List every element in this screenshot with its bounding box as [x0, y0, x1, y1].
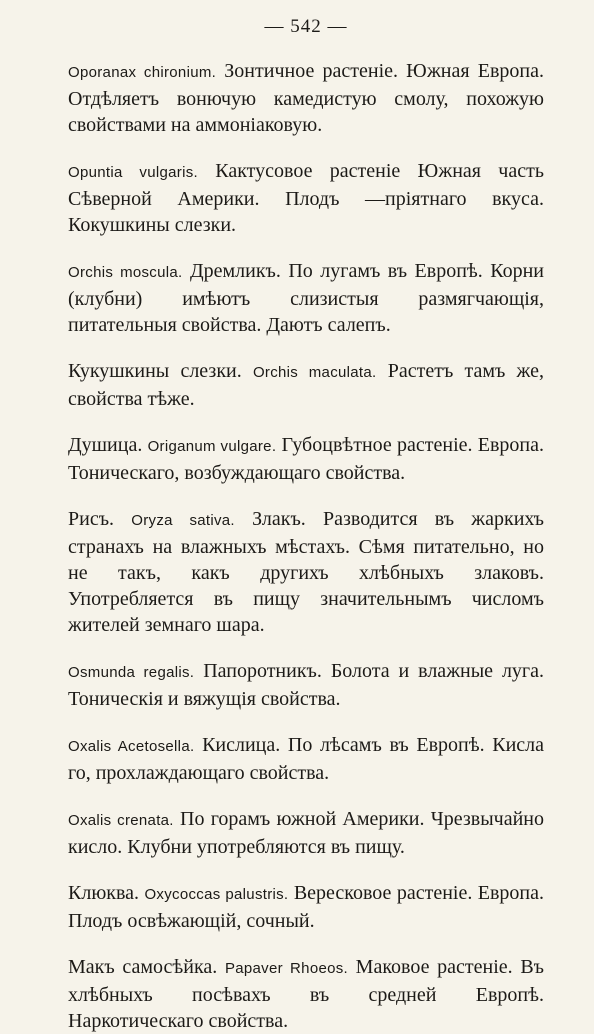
entry-text: Папоротникъ. Болота и влажные луга. Тоническія и вяжущія свойства. [68, 660, 545, 710]
latin-name: Oxalis crenata. [68, 812, 174, 829]
latin-name: Orchis moscula. [68, 264, 183, 281]
entry-text: Кактусовое растеніе Южная часть Сѣверной Америки. Плодъ —пріятнаго вкуса. Кокушкины слезки. [68, 160, 544, 236]
entry-origanum [68, 432, 544, 486]
latin-name: Opuntia vulgaris. [68, 164, 198, 181]
entry-opuntia [68, 158, 544, 238]
entry-text: По горамъ южной Америки. Чрезвычайно кисло. Клубни употребляются въ пищу. [68, 808, 544, 858]
entry-oxalis-acetosella [68, 732, 544, 786]
common-name: Душица. [68, 434, 148, 456]
entry-text: Злакъ. Разводится въ жаркихъ странахъ на влажныхъ мѣстахъ. Сѣмя питательно, но не такъ, какъ другихъ хлѣбныхъ злаковъ. Употребляется въ пищу значительнымъ числомъ жителей земнаго шара. [68, 508, 544, 636]
entry-orchis-maculata [68, 358, 544, 412]
entry-oporanax [68, 58, 544, 138]
entry-text: Губоцвѣтное растеніе. Европа. Тоническаго, возбуждающаго свойства. [68, 434, 545, 484]
entry-oxycoccas [68, 880, 544, 934]
latin-name: Oxalis Acetosella. [68, 738, 195, 755]
latin-name: Oporanax chironium. [68, 64, 217, 81]
entry-text: Маковое растеніе. Въ хлѣбныхъ посѣвахъ въ средней Европѣ. Наркотическаго свойства. [68, 956, 544, 1032]
latin-name: Orchis maculata. [252, 364, 377, 381]
entry-orchis-moscula [68, 258, 544, 338]
entry-text: Кислица. По лѣсамъ въ Европѣ. Кисла го, прохлаждающаго свойства. [68, 734, 545, 784]
latin-name: Oryza sativa. [131, 512, 235, 529]
entry-osmunda [68, 658, 544, 712]
entry-text: Зонтичное растеніе. Южная Европа. Отдѣляетъ вонючую камедистую смолу, похожую свойствами на аммоніаковую. [68, 60, 544, 136]
page-number: — 542 — [264, 16, 348, 37]
entry-oryza [68, 506, 544, 638]
common-name: Клюква. [68, 882, 145, 904]
common-name: Рисъ. [68, 508, 132, 530]
latin-name: Osmunda regalis. [68, 664, 195, 681]
latin-name: Oxycoccas palustris. [144, 886, 289, 903]
common-name: Макъ самосѣйка. [68, 956, 225, 978]
entry-text: Растетъ тамъ же, свойства тѣже. [68, 360, 544, 410]
latin-name: Origanum vulgare. [147, 438, 277, 455]
latin-name: Papaver Rhoeos. [224, 960, 349, 977]
entry-papaver [68, 954, 544, 1034]
common-name: Кукушкины слезки. [68, 360, 253, 382]
entry-oxalis-crenata [68, 806, 544, 860]
entry-text: Дремликъ. По лугамъ въ Европѣ. Корни (клубни) имѣютъ слизистыя размягчающія, питательныя свойства. Даютъ салепъ. [68, 260, 544, 336]
entry-text: Вересковое растеніе. Европа. Плодъ освѣжающій, сочный. [68, 882, 544, 932]
